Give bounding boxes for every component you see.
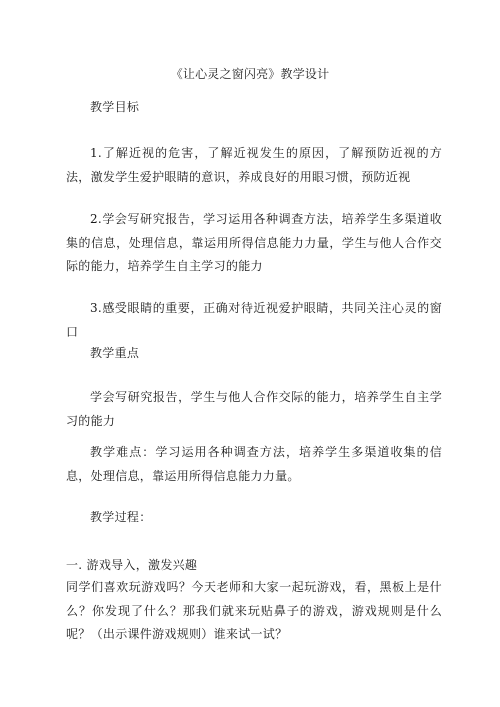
process-heading: 教学过程：	[90, 510, 152, 524]
goal-3: 3.感受眼睛的重要，正确对待近视爱护眼睛，共同关注心灵的窗口	[66, 301, 442, 339]
document-title: 《让心灵之窗闪亮》教学设计	[170, 67, 330, 81]
difficulty-paragraph: 教学难点：学习运用各种调查方法，培养学生多渠道收集的信息，处理信息，靠运用所得信息能力力量。	[66, 445, 442, 483]
step-1-body: 同学们喜欢玩游戏吗？今天老师和大家一起玩游戏，看，黑板上是什么？你发现了什么？那我们就来玩贴鼻子的游戏，游戏规则是什么呢？（出示课件游戏规则）谁来试一试？	[66, 580, 442, 641]
key-points-heading: 教学重点	[90, 346, 140, 360]
goal-1: 1.了解近视的危害，了解近视发生的原因，了解预防近视的方法，激发学生爱护眼睛的意识，养成良好的用眼习惯，预防近视	[66, 146, 442, 184]
step-1-heading: 一. 游戏导入，激发兴趣	[66, 558, 198, 572]
goal-2: 2.学会写研究报告，学习运用各种调查方法，培养学生多渠道收集的信息，处理信息，靠运用所得信息能力力量，学生与他人合作交际的能力，培养学生自主学习的能力	[66, 212, 442, 273]
key-points-body: 学会写研究报告，学生与他人合作交际的能力，培养学生自主学习的能力	[66, 390, 442, 428]
goals-heading: 教学目标	[90, 100, 140, 114]
